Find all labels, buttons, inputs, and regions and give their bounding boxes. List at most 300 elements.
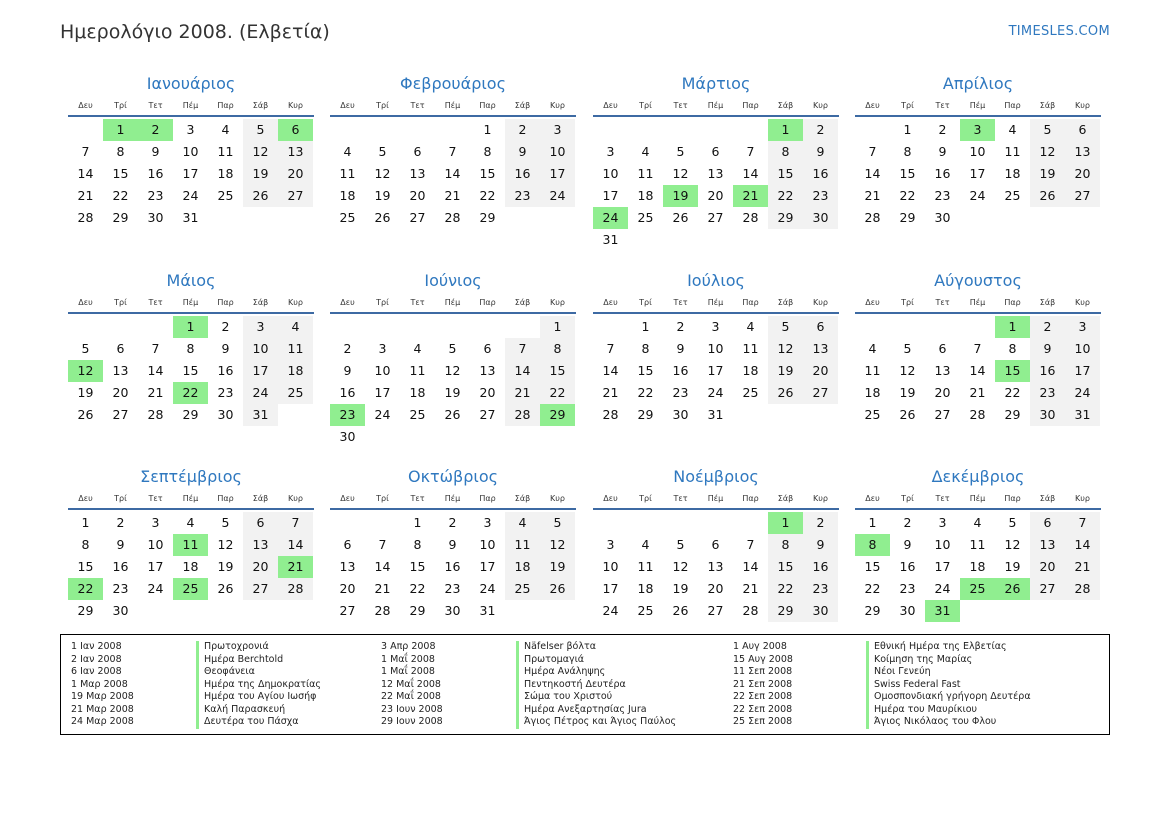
day-cell: 10 [540, 141, 575, 163]
day-cell: 24 [540, 185, 575, 207]
weekday-label: Τετ [148, 101, 163, 110]
day-cell: 10 [707, 341, 724, 356]
holiday-day-cell: 1 [768, 512, 803, 534]
legend-holiday-name: Ημέρα Ανεξαρτησίας Jura [516, 704, 676, 717]
weekday-label: Τρί [376, 494, 389, 503]
day-cell: 17 [969, 166, 986, 181]
day-cell: 16 [1030, 360, 1065, 382]
days-grid [855, 316, 1101, 426]
day-cell: 5 [378, 144, 387, 159]
day-cell: 4 [343, 144, 352, 159]
day-cell: 23 [147, 188, 164, 203]
day-cell: 13 [339, 559, 356, 574]
weekday-label: Τετ [673, 298, 688, 307]
day-cell: 10 [934, 537, 951, 552]
day-cell: 5 [676, 144, 685, 159]
legend-date: 12 Μαΐ 2008 [381, 678, 441, 690]
legend-date: 22 Μαΐ 2008 [381, 691, 441, 702]
day-cell: 7 [448, 144, 457, 159]
legend-date: 21 Σεπ 2008 [733, 678, 793, 690]
empty-cell [400, 119, 435, 141]
day-cell: 14 [374, 559, 391, 574]
weekday-label: Πέμ [444, 298, 461, 307]
day-cell: 4 [505, 512, 540, 534]
weekday-label: Δευ [340, 494, 355, 503]
day-cell: 11 [339, 166, 356, 181]
day-cell: 20 [1065, 163, 1100, 185]
day-cell: 31 [243, 404, 278, 426]
day-cell: 13 [707, 166, 724, 181]
day-cell: 26 [444, 407, 461, 422]
day-cell: 30 [217, 407, 234, 422]
day-cell: 20 [707, 581, 724, 596]
day-cell: 25 [278, 382, 313, 404]
day-cell: 9 [221, 341, 230, 356]
legend-date: 11 Σεπ 2008 [733, 666, 793, 677]
month-calendar [330, 270, 576, 448]
day-cell: 27 [707, 210, 724, 225]
weekday-label: Κυρ [813, 298, 828, 307]
holiday-day-cell: 8 [855, 534, 890, 556]
day-cell: 10 [602, 166, 619, 181]
day-cell: 22 [899, 188, 916, 203]
empty-cell [855, 119, 890, 141]
day-cell: 6 [413, 144, 422, 159]
day-cell: 8 [186, 341, 195, 356]
day-cell: 27 [278, 185, 313, 207]
legend-holiday-name: Σώμα του Χριστού [516, 691, 676, 704]
day-cell: 13 [112, 363, 129, 378]
weekday-label: Κυρ [813, 101, 828, 110]
holiday-day-cell: 2 [138, 119, 173, 141]
days-grid [593, 316, 839, 426]
day-cell: 9 [1030, 338, 1065, 360]
day-cell: 28 [742, 210, 759, 225]
day-cell: 23 [505, 185, 540, 207]
day-cell: 15 [768, 163, 803, 185]
day-cell: 2 [803, 512, 838, 534]
empty-cell [400, 316, 435, 338]
empty-cell [435, 316, 470, 338]
holiday-day-cell: 22 [68, 578, 103, 600]
empty-cell [698, 512, 733, 534]
day-cell: 4 [868, 341, 877, 356]
month-calendar [593, 466, 839, 622]
weekday-label: Δευ [865, 494, 880, 503]
empty-cell [330, 512, 365, 534]
day-cell: 12 [672, 559, 689, 574]
month-name: Μάιος [166, 271, 216, 290]
day-cell: 28 [505, 404, 540, 426]
day-cell: 15 [479, 166, 496, 181]
day-cell: 23 [803, 185, 838, 207]
day-cell: 19 [444, 385, 461, 400]
empty-cell [733, 512, 768, 534]
weekday-header [855, 296, 1101, 314]
day-cell: 19 [1004, 559, 1021, 574]
weekday-label: Τρί [114, 298, 127, 307]
day-cell: 18 [339, 188, 356, 203]
day-cell: 16 [112, 559, 129, 574]
weekday-header [593, 99, 839, 117]
day-cell: 28 [1065, 578, 1100, 600]
day-cell: 17 [540, 163, 575, 185]
month-name: Νοέμβριος [673, 467, 759, 486]
weekday-label: Τετ [935, 101, 950, 110]
weekday-header [593, 296, 839, 314]
day-cell: 1 [540, 316, 575, 338]
empty-cell [365, 316, 400, 338]
day-cell: 27 [1030, 578, 1065, 600]
legend-holiday-name: Πρωτομαγιά [516, 654, 676, 667]
day-cell: 22 [637, 385, 654, 400]
month-name: Ιούλιος [687, 271, 745, 290]
day-cell: 6 [938, 341, 947, 356]
day-cell: 16 [899, 559, 916, 574]
weekday-label: Σάβ [1039, 494, 1056, 503]
day-cell: 19 [243, 163, 278, 185]
weekday-label: Τετ [935, 298, 950, 307]
empty-cell [698, 119, 733, 141]
weekday-label: Παρ [1004, 101, 1021, 110]
day-cell: 31 [182, 210, 199, 225]
day-cell: 10 [969, 144, 986, 159]
day-cell: 5 [81, 341, 90, 356]
days-grid [330, 119, 576, 229]
weekday-header [855, 99, 1101, 117]
day-cell: 14 [77, 166, 94, 181]
day-cell: 25 [637, 210, 654, 225]
day-cell: 17 [707, 363, 724, 378]
day-cell: 9 [938, 144, 947, 159]
day-cell: 20 [409, 188, 426, 203]
weekday-label: Σάβ [514, 298, 531, 307]
day-cell: 9 [343, 363, 352, 378]
weekday-label: Παρ [479, 494, 496, 503]
day-cell: 4 [746, 319, 755, 334]
legend-names-column [196, 641, 321, 729]
days-grid [330, 316, 576, 448]
day-cell: 18 [182, 559, 199, 574]
day-cell: 12 [672, 166, 689, 181]
day-cell: 21 [602, 385, 619, 400]
holiday-day-cell: 19 [663, 185, 698, 207]
day-cell: 2 [803, 119, 838, 141]
day-cell: 5 [540, 512, 575, 534]
day-cell: 3 [606, 537, 615, 552]
legend-date: 1 Ιαν 2008 [71, 641, 122, 652]
day-cell: 14 [602, 363, 619, 378]
day-cell: 10 [1065, 338, 1100, 360]
weekday-label: Τρί [114, 494, 127, 503]
weekday-label: Δευ [603, 494, 618, 503]
day-cell: 2 [505, 119, 540, 141]
day-cell: 20 [278, 163, 313, 185]
day-cell: 30 [1030, 404, 1065, 426]
day-cell: 12 [540, 534, 575, 556]
weekday-label: Κυρ [1075, 494, 1090, 503]
legend-holiday-name: Ημέρα του Αγίου Ιωσήφ [196, 691, 321, 704]
legend-date: 6 Ιαν 2008 [71, 666, 122, 677]
day-cell: 4 [973, 515, 982, 530]
day-cell: 31 [602, 232, 619, 247]
day-cell: 3 [243, 316, 278, 338]
weekday-label: Κυρ [288, 298, 303, 307]
day-cell: 11 [409, 363, 426, 378]
day-cell: 8 [903, 144, 912, 159]
day-cell: 23 [112, 581, 129, 596]
day-cell: 20 [243, 556, 278, 578]
day-cell: 18 [409, 385, 426, 400]
legend-date: 2 Ιαν 2008 [71, 653, 122, 665]
weekday-label: Τρί [639, 298, 652, 307]
weekday-label: Δευ [340, 101, 355, 110]
month-name: Σεπτέμβριος [140, 467, 242, 486]
weekday-label: Σάβ [252, 101, 269, 110]
weekday-label: Πέμ [182, 494, 199, 503]
legend-holiday-name: Näfelser βόλτα [516, 641, 676, 654]
empty-cell [470, 316, 505, 338]
days-grid [330, 512, 576, 622]
day-cell: 27 [243, 578, 278, 600]
day-cell: 18 [278, 360, 313, 382]
weekday-label: Παρ [217, 101, 234, 110]
weekday-label: Δευ [865, 298, 880, 307]
weekday-label: Τετ [410, 298, 425, 307]
holiday-day-cell: 25 [960, 578, 995, 600]
weekday-label: Τετ [935, 494, 950, 503]
legend-date: 22 Σεπ 2008 [733, 691, 793, 702]
day-cell: 16 [803, 556, 838, 578]
weekday-label: Τρί [376, 101, 389, 110]
day-cell: 15 [768, 556, 803, 578]
day-cell: 18 [217, 166, 234, 181]
days-grid [855, 512, 1101, 622]
legend-date: 25 Σεπ 2008 [733, 716, 793, 727]
days-grid [855, 119, 1101, 229]
legend-date: 29 Ιουν 2008 [381, 716, 443, 727]
weekday-label: Κυρ [550, 298, 565, 307]
empty-cell [925, 316, 960, 338]
day-cell: 11 [742, 341, 759, 356]
day-cell: 14 [505, 360, 540, 382]
legend-holiday-name: Ημέρα του Μαυρίκιου [866, 704, 1031, 717]
day-cell: 6 [803, 316, 838, 338]
day-cell: 20 [707, 188, 724, 203]
day-cell: 30 [112, 603, 129, 618]
day-cell: 30 [899, 603, 916, 618]
empty-cell [663, 512, 698, 534]
weekday-label: Τρί [639, 494, 652, 503]
day-cell: 7 [278, 512, 313, 534]
day-cell: 28 [969, 407, 986, 422]
day-cell: 5 [768, 316, 803, 338]
day-cell: 16 [217, 363, 234, 378]
day-cell: 13 [409, 166, 426, 181]
weekday-header [68, 296, 314, 314]
day-cell: 24 [182, 188, 199, 203]
month-name: Οκτώβριος [407, 467, 498, 486]
day-cell: 28 [374, 603, 391, 618]
weekday-label: Παρ [479, 101, 496, 110]
day-cell: 2 [448, 515, 457, 530]
weekday-label: Κυρ [1075, 298, 1090, 307]
day-cell: 5 [448, 341, 457, 356]
day-cell: 8 [81, 537, 90, 552]
weekday-header [68, 99, 314, 117]
day-cell: 9 [803, 534, 838, 556]
day-cell: 8 [1008, 341, 1017, 356]
day-cell: 15 [899, 166, 916, 181]
day-cell: 27 [339, 603, 356, 618]
day-cell: 12 [444, 363, 461, 378]
weekday-label: Παρ [1004, 298, 1021, 307]
day-cell: 14 [742, 559, 759, 574]
day-cell: 29 [864, 603, 881, 618]
day-cell: 22 [479, 188, 496, 203]
day-cell: 29 [182, 407, 199, 422]
day-cell: 26 [374, 210, 391, 225]
weekday-label: Πέμ [707, 298, 724, 307]
day-cell: 24 [602, 603, 619, 618]
day-cell: 20 [934, 385, 951, 400]
day-cell: 30 [444, 603, 461, 618]
day-cell: 7 [746, 144, 755, 159]
day-cell: 28 [742, 603, 759, 618]
day-cell: 23 [934, 188, 951, 203]
day-cell: 14 [147, 363, 164, 378]
weekday-label: Πέμ [444, 494, 461, 503]
legend-holiday-name: Πεντηκοστή Δευτέρα [516, 679, 676, 692]
day-cell: 21 [864, 188, 881, 203]
weekday-label: Σάβ [777, 101, 794, 110]
weekday-label: Παρ [1004, 494, 1021, 503]
day-cell: 29 [768, 207, 803, 229]
day-cell: 8 [641, 341, 650, 356]
day-cell: 15 [409, 559, 426, 574]
day-cell: 19 [77, 385, 94, 400]
legend-holiday-name: Θεοφάνεια [196, 666, 321, 679]
weekday-label: Πέμ [182, 298, 199, 307]
days-grid [68, 316, 314, 426]
weekday-label: Δευ [603, 101, 618, 110]
day-cell: 14 [864, 166, 881, 181]
day-cell: 28 [77, 210, 94, 225]
legend-holiday-name: Άγιος Πέτρος και Άγιος Παύλος [516, 716, 676, 729]
day-cell: 13 [479, 363, 496, 378]
legend-date: 1 Μαΐ 2008 [381, 653, 435, 665]
day-cell: 20 [112, 385, 129, 400]
day-cell: 15 [864, 559, 881, 574]
day-cell: 5 [221, 515, 230, 530]
legend-dates-column [381, 641, 443, 729]
day-cell: 26 [768, 382, 803, 404]
month-calendar [855, 73, 1101, 229]
weekday-label: Σάβ [777, 298, 794, 307]
empty-cell [138, 316, 173, 338]
weekday-label: Τετ [410, 494, 425, 503]
day-cell: 6 [1065, 119, 1100, 141]
day-cell: 18 [637, 581, 654, 596]
weekday-label: Τρί [376, 298, 389, 307]
day-cell: 17 [934, 559, 951, 574]
legend-holiday-name: Κοίμηση της Μαρίας [866, 654, 1031, 667]
day-cell: 8 [540, 338, 575, 360]
weekday-label: Πέμ [182, 101, 199, 110]
weekday-label: Πέμ [969, 101, 986, 110]
day-cell: 24 [934, 581, 951, 596]
weekday-label: Κυρ [813, 494, 828, 503]
weekday-label: Παρ [479, 298, 496, 307]
day-cell: 13 [934, 363, 951, 378]
holiday-day-cell: 22 [173, 382, 208, 404]
day-cell: 26 [243, 185, 278, 207]
legend-date: 1 Μαΐ 2008 [381, 666, 435, 677]
day-cell: 21 [147, 385, 164, 400]
day-cell: 11 [278, 338, 313, 360]
day-cell: 5 [243, 119, 278, 141]
day-cell: 12 [1004, 537, 1021, 552]
day-cell: 23 [803, 578, 838, 600]
day-cell: 7 [151, 341, 160, 356]
legend-date: 21 Μαρ 2008 [71, 703, 134, 715]
day-cell: 5 [903, 341, 912, 356]
day-cell: 3 [186, 122, 195, 137]
day-cell: 30 [803, 207, 838, 229]
weekday-label: Κυρ [288, 101, 303, 110]
weekday-label: Παρ [742, 298, 759, 307]
day-cell: 3 [540, 119, 575, 141]
day-cell: 1 [81, 515, 90, 530]
day-cell: 17 [147, 559, 164, 574]
weekday-label: Τρί [114, 101, 127, 110]
day-cell: 24 [707, 385, 724, 400]
day-cell: 10 [147, 537, 164, 552]
weekday-header [855, 492, 1101, 510]
day-cell: 18 [864, 385, 881, 400]
day-cell: 12 [768, 338, 803, 360]
weekday-label: Σάβ [252, 494, 269, 503]
legend-holiday-name: Ημέρα Berchtold [196, 654, 321, 667]
weekday-header [68, 492, 314, 510]
legend-holiday-name: Πρωτοχρονιά [196, 641, 321, 654]
day-cell: 8 [116, 144, 125, 159]
day-cell: 3 [1065, 316, 1100, 338]
weekday-label: Τετ [673, 494, 688, 503]
day-cell: 22 [112, 188, 129, 203]
weekday-label: Τρί [901, 298, 914, 307]
day-cell: 10 [243, 338, 278, 360]
day-cell: 21 [444, 188, 461, 203]
days-grid [593, 119, 839, 251]
site-link[interactable]: TIMESLES.COM [1008, 24, 1110, 39]
day-cell: 18 [969, 559, 986, 574]
day-cell: 8 [413, 537, 422, 552]
day-cell: 18 [1004, 166, 1021, 181]
holiday-day-cell: 1 [768, 119, 803, 141]
weekday-label: Κυρ [1075, 101, 1090, 110]
day-cell: 18 [505, 556, 540, 578]
day-cell: 16 [339, 385, 356, 400]
day-cell: 7 [868, 144, 877, 159]
day-cell: 26 [1030, 185, 1065, 207]
weekday-label: Τετ [410, 101, 425, 110]
empty-cell [330, 119, 365, 141]
day-cell: 11 [637, 166, 654, 181]
day-cell: 6 [483, 341, 492, 356]
empty-cell [593, 512, 628, 534]
weekday-label: Σάβ [1039, 298, 1056, 307]
